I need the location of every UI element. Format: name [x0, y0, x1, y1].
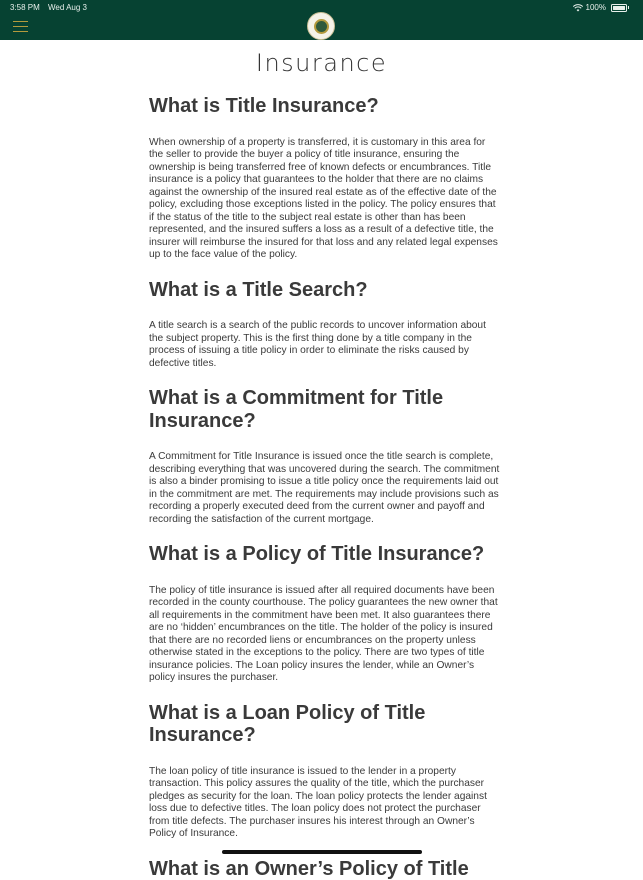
status-indicators — [573, 3, 627, 12]
section-owners-policy — [149, 858, 501, 880]
home-indicator[interactable] — [222, 850, 422, 854]
seal-logo-icon — [307, 12, 335, 40]
section-heading: What is Title Insurance? — [149, 95, 501, 118]
section-title-insurance — [149, 95, 501, 262]
section-heading: What is a Commitment for Title Insurance? — [149, 387, 501, 432]
status-date: Wed Aug 3 — [48, 3, 87, 12]
section-title-search — [149, 279, 501, 371]
hamburger-menu-icon[interactable] — [13, 21, 28, 32]
section-heading: What is a Policy of Title Insurance? — [149, 543, 501, 566]
section-policy — [149, 543, 501, 685]
wifi-icon — [573, 4, 583, 12]
page-title: Insurance — [0, 49, 643, 77]
status-time: 3:58 PM — [10, 3, 40, 12]
section-body: The policy of title insurance is issued after all required documents have been recorded in the county courthouse. The policy guarantees the new owner that all requirements in the commitment have been met. It also guarantees there are no ‘hidden’ encumbrances on the title. The holder of the policy is insured that there are no recorded liens or encumbrances on the property unless otherwise stated in the exceptions to the policy. There are two types of title insurance policies. The Loan policy insures the lender, while an Owner’s policy insures the purchaser. — [149, 585, 501, 685]
section-loan-policy — [149, 702, 501, 841]
section-body: The loan policy of title insurance is issued to the lender in a property transaction. This policy assures the quality of the title, which the purchaser pledges as security for the loan. The loan policy protects the lender against loss due to defective titles. The loan policy does not protect the purchaser from title defects. The purchaser insures his interest through an Owner’s Policy of Insurance. — [149, 766, 501, 841]
battery-icon — [611, 4, 627, 12]
battery-percent: 100% — [586, 3, 606, 12]
section-body: A Commitment for Title Insurance is issued once the title search is complete, describing everything that was uncovered during the search. The commitment is also a binder promising to issue a title policy once the requirements laid out in the commitment are met. The requirements may include provisions such as recording a properly executed deed from the current owner and payoff and recording the satisfaction of the current mortgage. — [149, 451, 501, 526]
section-body: When ownership of a property is transferred, it is customary in this area for the seller to provide the buyer a policy of title insurance, ensuring the ownership is being transferred free of known defects or encumbrances. Title insurance is a policy that guarantees to the holder that there are no claims against the ownership of the insured real estate as of the effective date of the policy, excluding those exceptions listed in the policy. The policy ensures that if the status of the title to the subject real estate is other than has been represented, and the insured suffers a loss as a result of a defective title, the insurer will reimburse the insured for that loss and any related legal expenses up to the face value of the policy. — [149, 137, 501, 262]
content-area — [149, 95, 501, 880]
section-commitment — [149, 387, 501, 526]
section-heading: What is an Owner’s Policy of Title — [149, 858, 501, 880]
top-bar — [0, 0, 643, 40]
section-body: A title search is a search of the public records to uncover information about the subject property. This is the first thing done by a title company in the process of issuing a title policy in order to eliminate the risks caused by defective titles. — [149, 320, 501, 370]
section-heading: What is a Loan Policy of Title Insurance? — [149, 702, 501, 747]
section-heading: What is a Title Search? — [149, 279, 501, 302]
